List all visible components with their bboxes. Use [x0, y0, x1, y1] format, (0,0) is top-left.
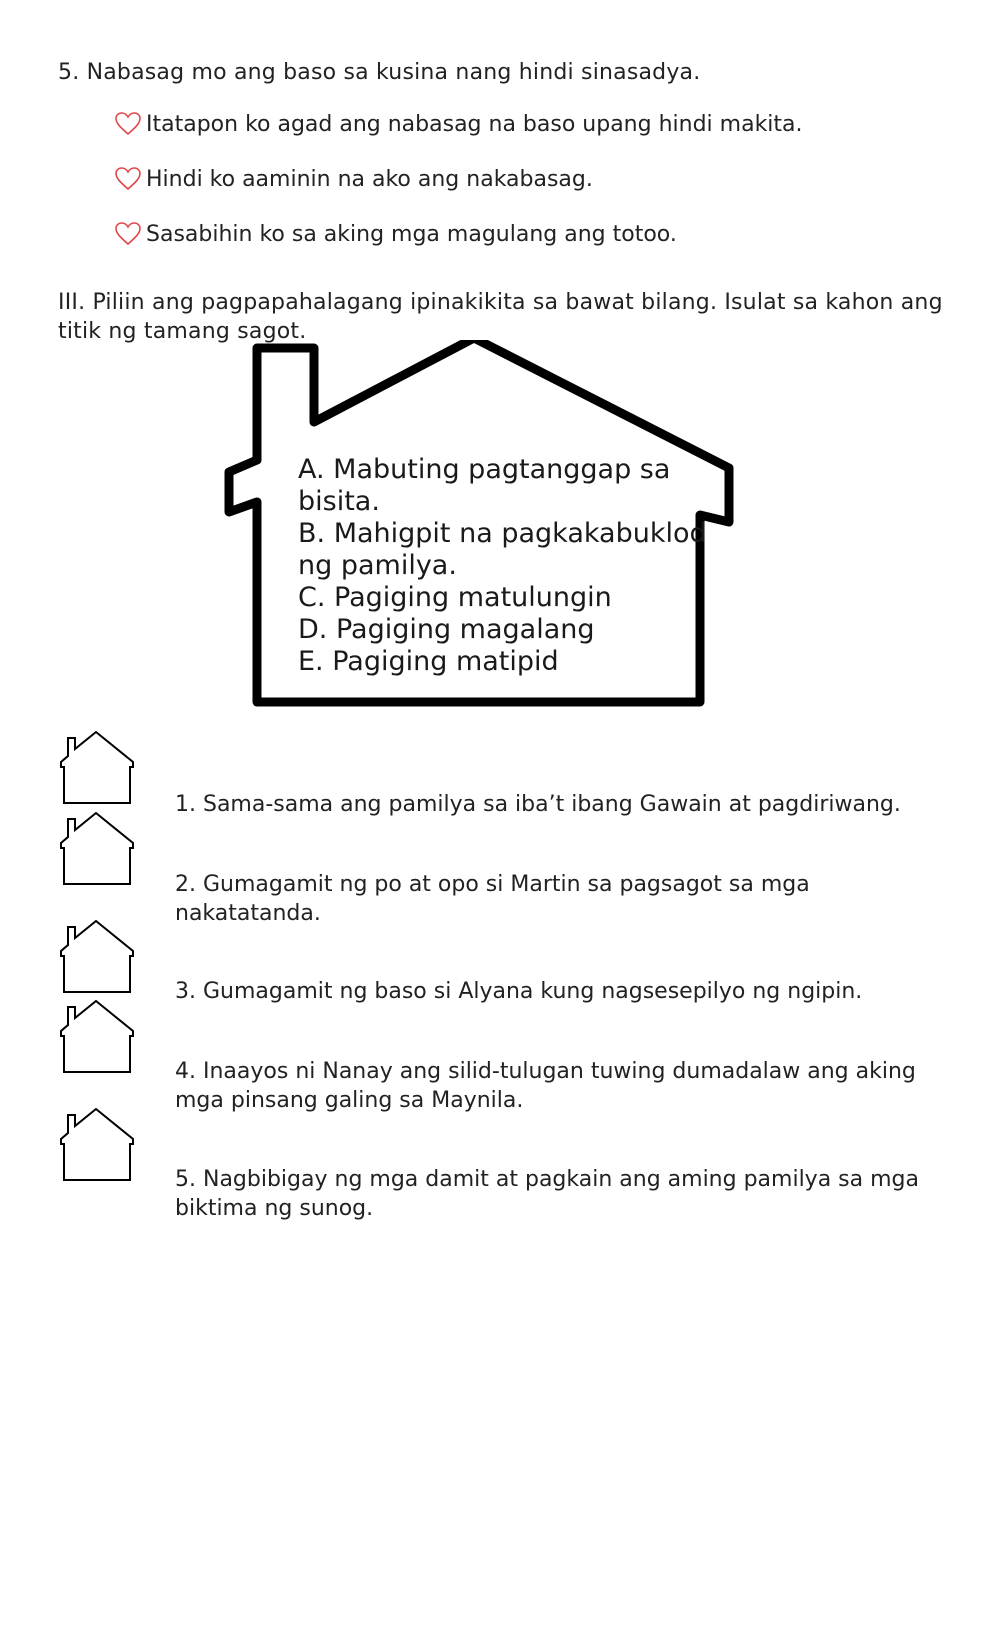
choice-a: A. Mabuting pagtanggap sa bisita.: [298, 454, 671, 517]
option-3[interactable]: [114, 218, 677, 250]
choice-c: C. Pagiging matulungin: [298, 582, 612, 613]
answer-box-2[interactable]: [58, 810, 135, 887]
choice-d: D. Pagiging magalang: [298, 614, 595, 645]
item-1: 1. Sama-sama ang pamilya sa iba’t ibang Gawain at pagdiriwang.: [175, 792, 901, 817]
option-2-label: Hindi ko aaminin na ako ang nakabasag.: [146, 166, 593, 192]
choice-b: B. Mahigpit na pagkakabuklod ng pamilya.: [298, 518, 707, 581]
question-5-prompt: 5. Nabasag mo ang baso sa kusina nang hindi sinasadya.: [58, 60, 701, 85]
option-1[interactable]: [114, 108, 803, 140]
option-1-label: Itatapon ko agad ang nabasag na baso upang hindi makita.: [146, 111, 803, 137]
answer-box-3[interactable]: [58, 918, 135, 995]
answer-box-1[interactable]: [58, 729, 135, 806]
choices-list: [298, 454, 718, 678]
option-2[interactable]: [114, 163, 593, 195]
heart-outline-icon[interactable]: [114, 166, 142, 192]
choice-e: E. Pagiging matipid: [298, 646, 559, 677]
item-3: 3. Gumagamit ng baso si Alyana kung nagsesepilyo ng ngipin.: [175, 979, 863, 1004]
answer-box-4[interactable]: [58, 998, 135, 1075]
option-3-label: Sasabihin ko sa aking mga magulang ang totoo.: [146, 221, 677, 247]
heart-outline-icon[interactable]: [114, 221, 142, 247]
item-4: 4. Inaayos ni Nanay ang silid-tulugan tuwing dumadalaw ang aking mga pinsang galing sa Maynila.: [175, 1059, 916, 1113]
item-5: 5. Nagbibigay ng mga damit at pagkain ang aming pamilya sa mga biktima ng sunog.: [175, 1167, 919, 1221]
heart-outline-icon[interactable]: [114, 111, 142, 137]
item-2: 2. Gumagamit ng po at opo si Martin sa pagsagot sa mga nakatatanda.: [175, 872, 810, 926]
answer-box-5[interactable]: [58, 1106, 135, 1183]
section-3-instruction: III. Piliin ang pagpapahalagang ipinakikita sa bawat bilang. Isulat sa kahon ang titik ng tamang sagot.: [58, 290, 943, 344]
